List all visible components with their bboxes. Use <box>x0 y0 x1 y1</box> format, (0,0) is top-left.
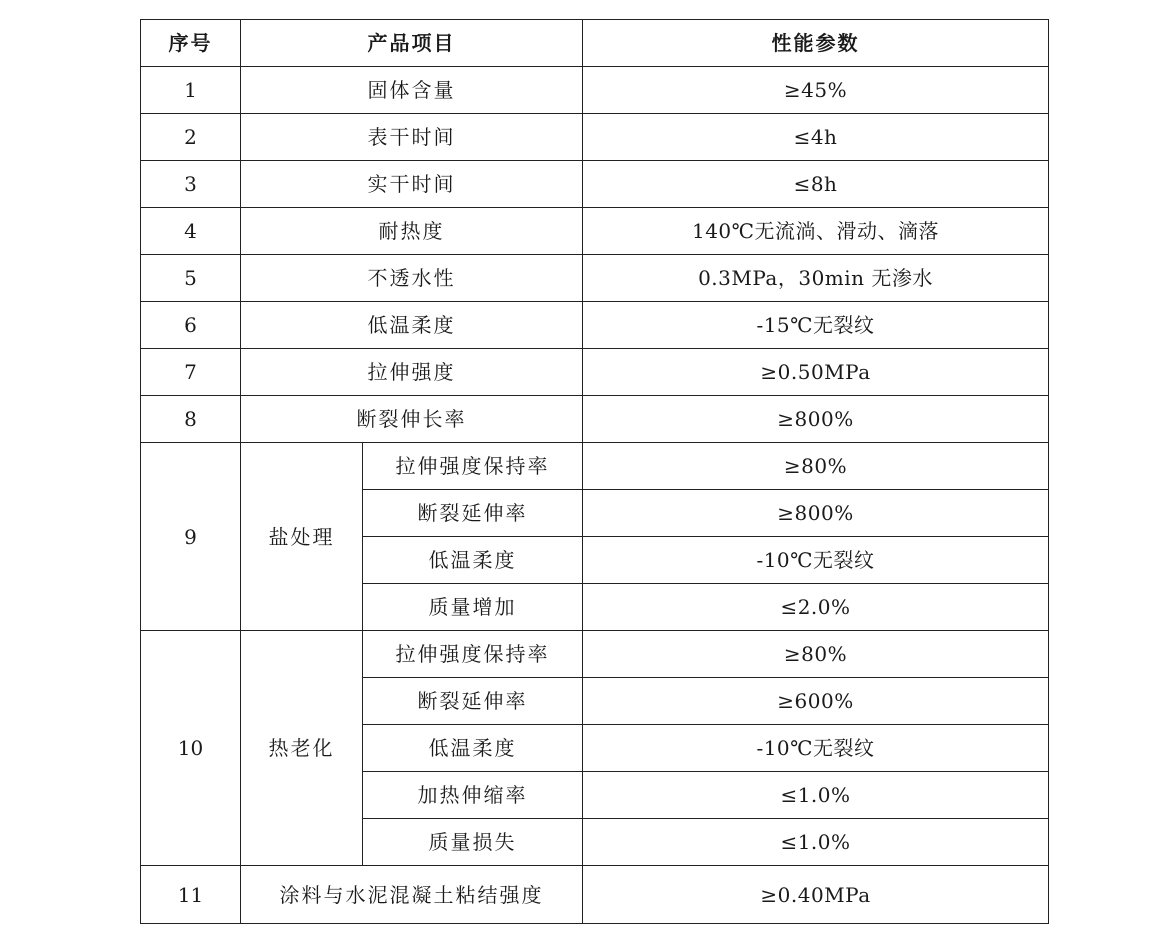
row-item: 表干时间 <box>241 114 583 161</box>
row-index: 6 <box>141 302 241 349</box>
subrow-value: ≥80% <box>583 443 1049 490</box>
group-name: 热老化 <box>241 631 363 866</box>
spec-table <box>140 19 1049 924</box>
subrow-item: 低温柔度 <box>363 537 583 584</box>
subrow-item: 拉伸强度保持率 <box>363 443 583 490</box>
row-index: 3 <box>141 161 241 208</box>
table-row <box>141 396 1049 443</box>
group-name: 盐处理 <box>241 443 363 631</box>
row-value: ≥45% <box>583 67 1049 114</box>
row-item: 实干时间 <box>241 161 583 208</box>
subrow-item: 低温柔度 <box>363 725 583 772</box>
subrow-item: 加热伸缩率 <box>363 772 583 819</box>
row-item: 耐热度 <box>241 208 583 255</box>
row-item: 涂料与水泥混凝土粘结强度 <box>241 866 583 924</box>
subrow-value: ≥800% <box>583 490 1049 537</box>
header-value: 性能参数 <box>583 20 1049 67</box>
row-index: 8 <box>141 396 241 443</box>
group-index: 10 <box>141 631 241 866</box>
row-index: 2 <box>141 114 241 161</box>
row-value: ≤4h <box>583 114 1049 161</box>
table-row <box>141 255 1049 302</box>
group-index: 9 <box>141 443 241 631</box>
table-row <box>141 67 1049 114</box>
row-value: 0.3MPa，30min 无渗水 <box>583 255 1049 302</box>
subrow-value: -10℃无裂纹 <box>583 725 1049 772</box>
table-row <box>141 161 1049 208</box>
table-row <box>141 631 1049 678</box>
row-item: 断裂伸长率 <box>241 396 583 443</box>
row-value: ≤8h <box>583 161 1049 208</box>
subrow-item: 断裂延伸率 <box>363 678 583 725</box>
table-row <box>141 866 1049 924</box>
header-item: 产品项目 <box>241 20 583 67</box>
subrow-value: ≤1.0% <box>583 772 1049 819</box>
subrow-value: ≤2.0% <box>583 584 1049 631</box>
row-item: 低温柔度 <box>241 302 583 349</box>
subrow-item: 断裂延伸率 <box>363 490 583 537</box>
row-index: 1 <box>141 67 241 114</box>
row-item: 不透水性 <box>241 255 583 302</box>
table-row <box>141 114 1049 161</box>
row-item: 固体含量 <box>241 67 583 114</box>
subrow-item: 质量增加 <box>363 584 583 631</box>
row-value: 140℃无流淌、滑动、滴落 <box>583 208 1049 255</box>
table-row <box>141 349 1049 396</box>
row-index: 5 <box>141 255 241 302</box>
table-row <box>141 443 1049 490</box>
header-index: 序号 <box>141 20 241 67</box>
subrow-item: 质量损失 <box>363 819 583 866</box>
row-value: -15℃无裂纹 <box>583 302 1049 349</box>
subrow-value: ≤1.0% <box>583 819 1049 866</box>
row-value: ≥0.50MPa <box>583 349 1049 396</box>
row-item: 拉伸强度 <box>241 349 583 396</box>
subrow-item: 拉伸强度保持率 <box>363 631 583 678</box>
row-value: ≥800% <box>583 396 1049 443</box>
subrow-value: -10℃无裂纹 <box>583 537 1049 584</box>
subrow-value: ≥80% <box>583 631 1049 678</box>
table-row <box>141 302 1049 349</box>
subrow-value: ≥600% <box>583 678 1049 725</box>
row-index: 4 <box>141 208 241 255</box>
header-row <box>141 20 1049 67</box>
row-index: 7 <box>141 349 241 396</box>
row-index: 11 <box>141 866 241 924</box>
table-row <box>141 208 1049 255</box>
row-value: ≥0.40MPa <box>583 866 1049 924</box>
